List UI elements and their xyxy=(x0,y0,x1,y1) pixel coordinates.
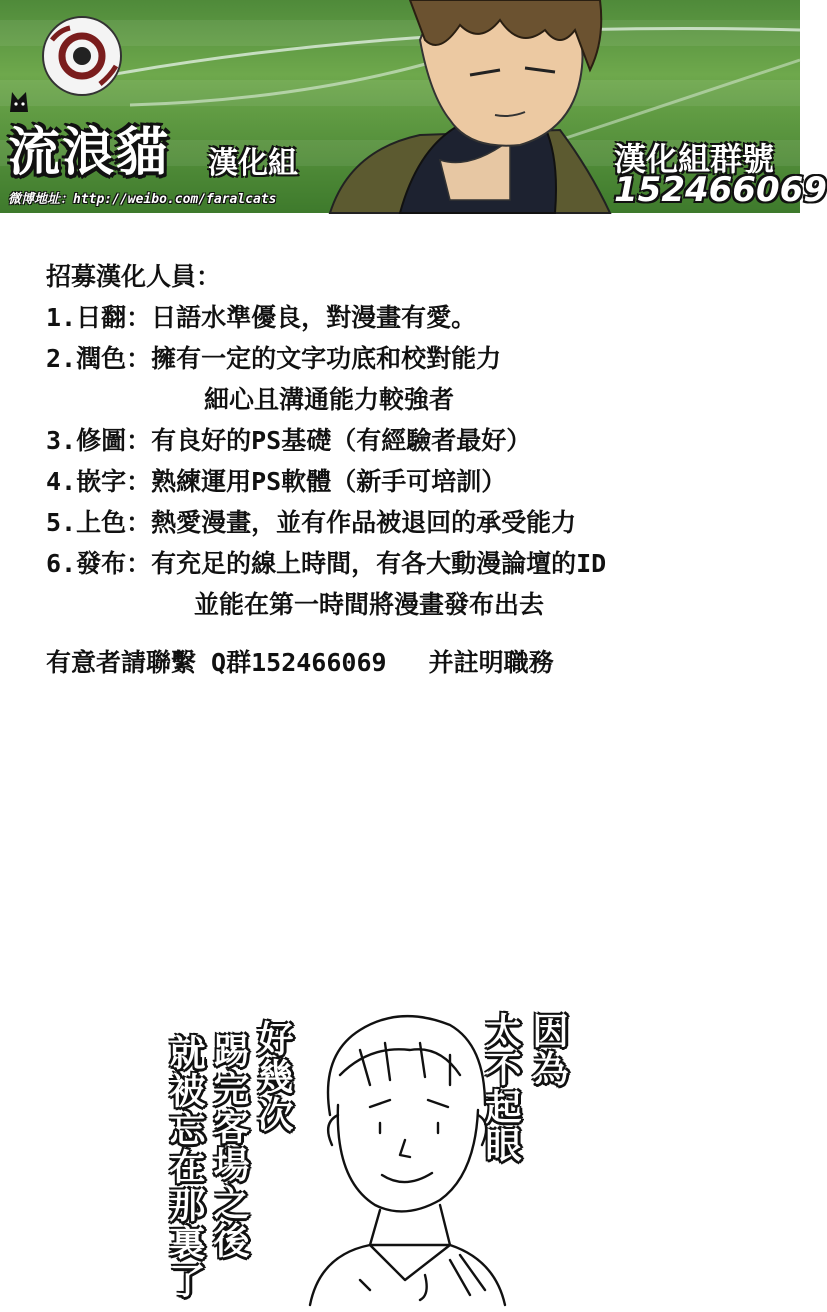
recruit-line: 5.上色：熱愛漫畫，並有作品被退回的承受能力 xyxy=(46,508,577,537)
contact-line xyxy=(46,643,554,679)
weibo-url[interactable]: 微博地址：http://weibo.com/faralcats xyxy=(8,192,277,207)
recruit-line: 2.潤色：擁有一定的文字功底和校對能力 xyxy=(46,344,502,373)
contact-note: 并註明職務 xyxy=(428,648,554,677)
header-banner xyxy=(0,0,827,213)
speech-column: 好幾次 xyxy=(252,1020,293,1134)
speech-column: 太不起眼 xyxy=(480,1012,521,1164)
soccer-ball-icon xyxy=(43,17,121,95)
recruit-line: 6.發布：有充足的線上時間，有各大動漫論壇的ID xyxy=(46,549,607,578)
anime-character-illustration xyxy=(330,0,610,213)
recruitment-notice xyxy=(46,256,786,625)
recruit-heading: 招募漢化人員： xyxy=(46,262,222,291)
group-label: 漢化組群號 xyxy=(614,140,775,178)
recruit-line: 4.嵌字：熟練運用PS軟體（新手可培訓） xyxy=(46,467,507,496)
recruit-line: 3.修圖：有良好的PS基礎（有經驗者最好） xyxy=(46,426,532,455)
brand-subtitle: 漢化組 xyxy=(208,146,298,181)
recruit-line: 並能在第一時間將漫畫發布出去 xyxy=(194,590,545,619)
group-number: 152466069 xyxy=(614,170,827,210)
speech-column: 踢完客場之後 xyxy=(208,1032,249,1260)
contact-text: 有意者請聯繫 Q群152466069 xyxy=(46,648,387,677)
manga-character-sketch xyxy=(300,1005,510,1310)
recruit-line: 細心且溝通能力較強者 xyxy=(204,385,455,414)
brand-title: 流浪貓 xyxy=(8,123,171,183)
speech-column: 因為 xyxy=(527,1012,568,1088)
cat-silhouette-icon xyxy=(10,92,28,112)
recruit-line: 1.日翻：日語水準優良，對漫畫有愛。 xyxy=(46,303,477,332)
speech-column: 就被忘在那裏了 xyxy=(164,1034,205,1300)
